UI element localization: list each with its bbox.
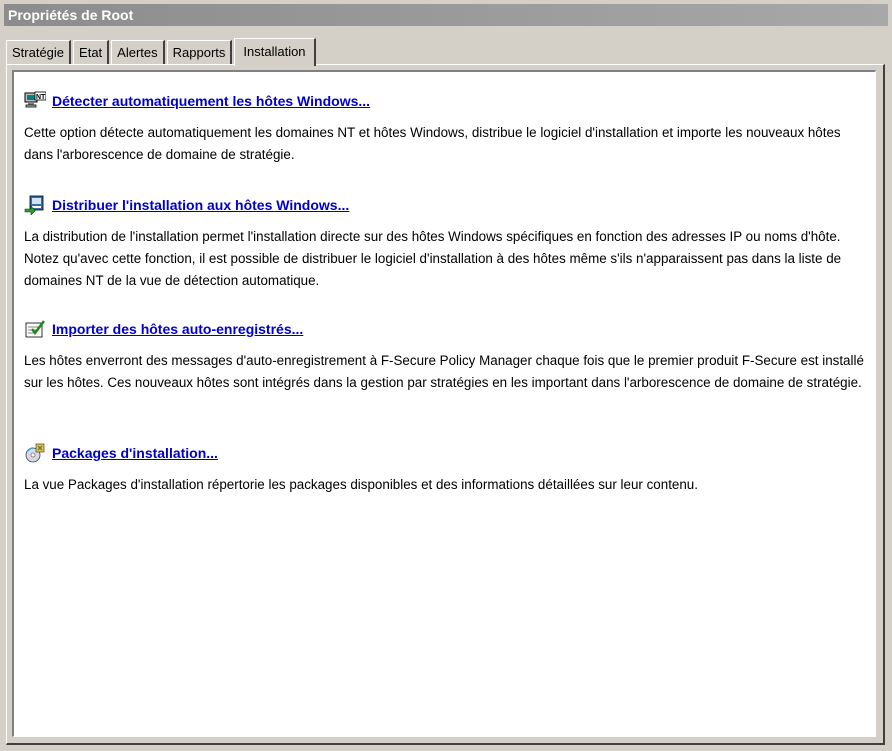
section-packages: [24, 442, 864, 496]
section-autodetect: [24, 90, 864, 166]
autodetect-description: Cette option détecte automatiquement les domaines NT et hôtes Windows, distribue le logiciel d'installation et importe les nouveaux hôtes dans l'arborescence de domaine de stratégie.: [24, 125, 841, 162]
tab-strip: [6, 36, 318, 64]
installation-packages-icon: [24, 443, 46, 463]
nt-network-detect-icon: [24, 91, 46, 111]
tab-rapports[interactable]: Rapports: [167, 40, 233, 64]
packages-link[interactable]: Packages d'installation...: [52, 445, 218, 461]
tab-strategie[interactable]: Stratégie: [6, 40, 71, 64]
autodetect-link[interactable]: Détecter automatiquement les hôtes Windows...: [52, 93, 371, 109]
packages-description: La vue Packages d'installation répertorie les packages disponibles et des informations détaillées sur leur contenu.: [24, 477, 698, 492]
push-install-icon: [24, 195, 46, 215]
tab-panel: [6, 64, 885, 745]
tab-alertes[interactable]: Alertes: [111, 40, 164, 64]
installation-content: [12, 70, 876, 737]
svg-text:NT: NT: [36, 94, 46, 101]
tab-etat[interactable]: Etat: [73, 40, 109, 64]
push-install-link[interactable]: Distribuer l'installation aux hôtes Windows...: [52, 197, 350, 213]
section-import-hosts: [24, 318, 864, 394]
import-hosts-description: Les hôtes enverront des messages d'auto-enregistrement à F-Secure Policy Manager chaque fois que le premier produit F-Secure est installé sur les hôtes. Ces nouveaux hôtes sont intégrés dans la gestion par stratégies en les important dans l'arborescence de domaine de stratégie.: [24, 353, 864, 390]
window-title: Propriétés de Root: [4, 4, 888, 26]
import-hosts-link[interactable]: Importer des hôtes auto-enregistrés...: [52, 321, 304, 337]
push-install-description: La distribution de l'installation permet l'installation directe sur des hôtes Windows spécifiques en fonction des adresses IP ou noms d'hôte. Notez qu'avec cette fonction, il est possible de distribuer le logiciel d'installation à des hôtes même s'ils n'apparaissent pas dans la liste de domaines NT de la vue de détection automatique.: [24, 229, 842, 288]
section-push-install: [24, 194, 864, 292]
import-hosts-icon: [24, 319, 46, 339]
tab-installation[interactable]: Installation: [234, 38, 315, 66]
